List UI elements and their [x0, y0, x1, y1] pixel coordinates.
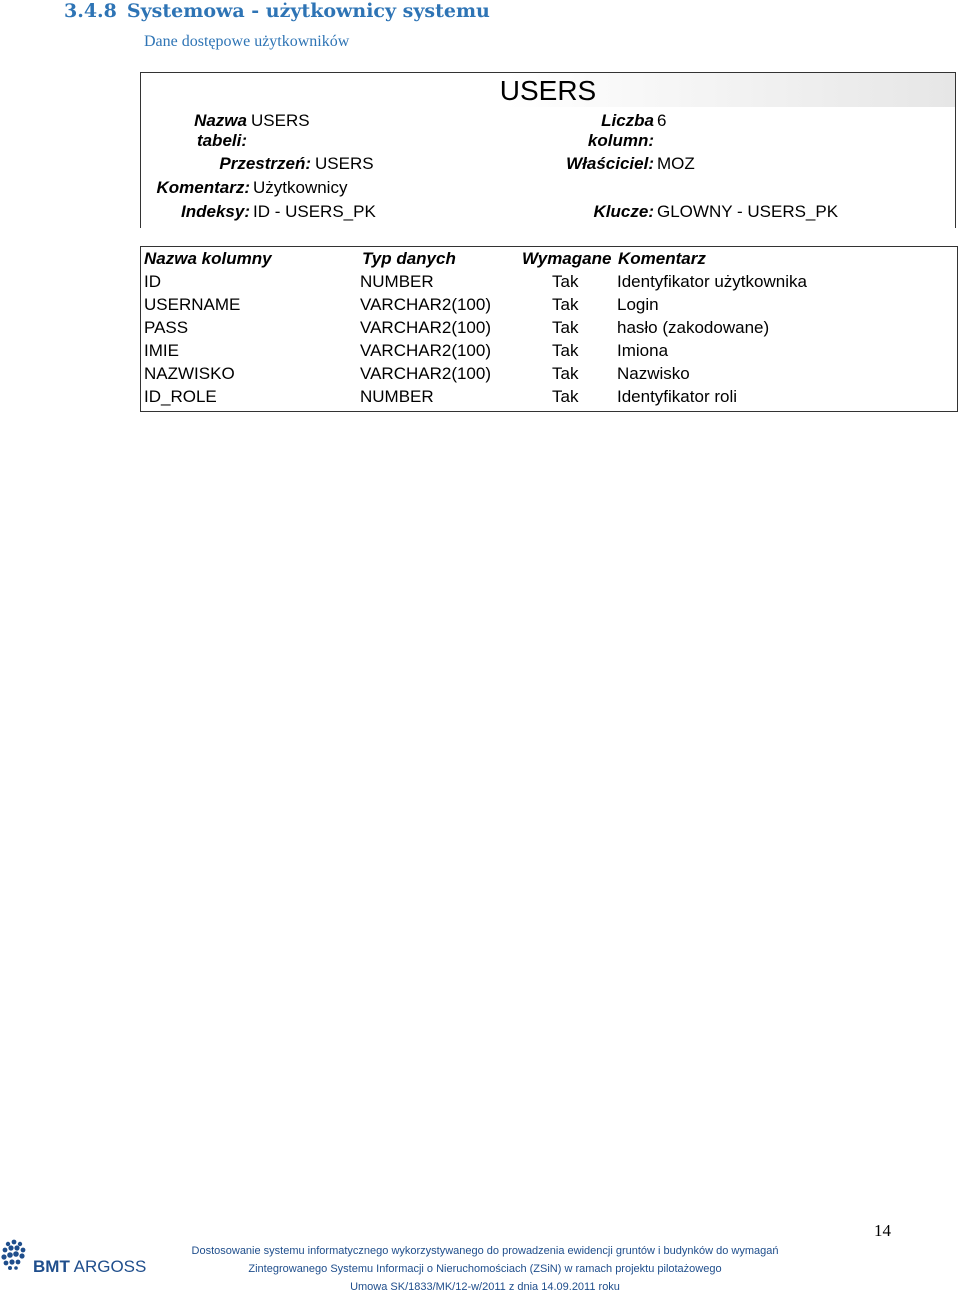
keys-value: GLOWNY - USERS_PK — [657, 202, 839, 221]
indexes-label: Indeksy: — [181, 202, 250, 221]
table-name-value: USERS — [251, 111, 310, 130]
comment-label: Komentarz: — [156, 178, 250, 197]
cell-column-name: PASS — [144, 318, 189, 337]
tablespace-value: USERS — [315, 154, 374, 173]
header-data-type: Typ danych — [362, 249, 456, 268]
cell-comment: Identyfikator roli — [617, 387, 737, 406]
cell-data-type: VARCHAR2(100) — [360, 318, 492, 337]
cell-comment: Identyfikator użytkownika — [617, 272, 807, 291]
table-row — [141, 272, 957, 295]
section-number: 3.4.8 — [64, 0, 117, 22]
table-properties-box — [140, 72, 956, 228]
keys-label: Klucze: — [593, 202, 654, 221]
footer-line-1: Dostosowanie systemu informatycznego wykorzystywanego do prowadzenia ewidencji gruntów i budynków do wymagań — [191, 1245, 779, 1257]
section-title: Systemowa - użytkownicy systemu — [126, 0, 490, 22]
cell-comment: hasło (zakodowane) — [617, 318, 770, 337]
table-header-band — [141, 73, 955, 107]
table-name-label-2: tabeli: — [196, 131, 247, 150]
owner-label: Właściciel: — [566, 154, 654, 173]
cell-data-type: VARCHAR2(100) — [360, 295, 492, 314]
owner-value: MOZ — [657, 154, 695, 173]
header-column-name: Nazwa kolumny — [144, 249, 272, 268]
column-count-label-1: Liczba — [601, 111, 654, 130]
cell-required: Tak — [552, 341, 579, 360]
cell-column-name: ID_ROLE — [144, 387, 217, 406]
column-count-label-2: kolumn: — [587, 131, 654, 150]
table-row — [141, 295, 957, 318]
footer-line-3: Umowa SK/1833/MK/12-w/2011 z dnia 14.09.2011 roku — [350, 1281, 620, 1293]
cell-comment: Imiona — [617, 341, 669, 360]
table-name-label-1: Nazwa — [194, 111, 247, 130]
cell-comment: Nazwisko — [617, 364, 690, 383]
cell-required: Tak — [552, 272, 579, 291]
footer-line-2: Zintegrowanego Systemu Informacji o Nieruchomościach (ZSiN) w ramach projektu pilotażowego — [248, 1263, 722, 1275]
columns-table — [140, 246, 958, 412]
cell-required: Tak — [552, 364, 579, 383]
section-subtitle: Dane dostępowe użytkowników — [144, 33, 350, 50]
header-comment: Komentarz — [618, 249, 706, 268]
logo-text-rest: ARGOSS — [69, 1257, 147, 1276]
page-number: 14 — [874, 1221, 891, 1240]
logo-text-bold: BMT — [33, 1257, 70, 1276]
column-count-value: 6 — [657, 111, 667, 130]
table-name-title: USERS — [499, 75, 597, 106]
cell-column-name: IMIE — [144, 341, 179, 360]
cell-data-type: VARCHAR2(100) — [360, 364, 492, 383]
cell-data-type: VARCHAR2(100) — [360, 341, 492, 360]
table-row — [141, 364, 957, 387]
header-required: Wymagane — [522, 249, 612, 268]
section-heading — [64, 0, 490, 22]
cell-column-name: NAZWISKO — [144, 364, 235, 383]
company-logo-text — [33, 1257, 146, 1277]
cell-data-type: NUMBER — [360, 272, 434, 291]
cell-comment: Login — [617, 295, 659, 314]
tablespace-label: Przestrzeń: — [219, 154, 311, 173]
cell-required: Tak — [552, 295, 579, 314]
cell-column-name: USERNAME — [144, 295, 241, 314]
table-row — [141, 387, 957, 410]
table-row — [141, 318, 957, 341]
cell-column-name: ID — [144, 272, 161, 291]
cell-required: Tak — [552, 387, 579, 406]
cell-data-type: NUMBER — [360, 387, 434, 406]
table-row — [141, 341, 957, 364]
indexes-value: ID - USERS_PK — [253, 202, 376, 221]
cell-required: Tak — [552, 318, 579, 337]
comment-value: Użytkownicy — [253, 178, 348, 197]
